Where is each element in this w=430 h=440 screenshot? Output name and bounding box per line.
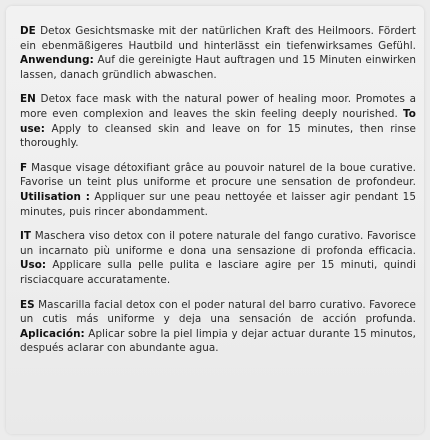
text-block-de: [20, 24, 416, 82]
lang-code: DE: [20, 25, 36, 37]
usage-label: Aplicación:: [20, 327, 85, 340]
usage-text: Appliquer sur une peau nettoyée et laisser agir pendant 15 minutes, puis rincer abondamment.: [20, 190, 416, 218]
text-block-it: [20, 229, 416, 287]
usage-label: Uso:: [20, 259, 47, 272]
usage-text: Aplicar sobre la piel limpia y dejar actuar durante 15 minutos, después aclarar con abundante agua.: [20, 327, 416, 355]
description: Mascarilla facial detox con el poder natural del barro curativo. Favorece un cutis más uniforme y deja una sensación de acción profunda.: [20, 298, 416, 326]
description: Masque visage détoxifiant grâce au pouvoir naturel de la boue curative. Favorise un teint plus uniforme et procure une sensation de profondeur.: [20, 161, 416, 189]
usage-label: To use:: [20, 107, 416, 135]
multilingual-text: [20, 24, 416, 366]
lang-code: F: [20, 161, 28, 174]
product-label: [6, 6, 424, 434]
text-block-fr: [20, 161, 416, 219]
usage-text: Apply to cleansed skin and leave on for 15 minutes, then rinse thoroughly.: [20, 122, 416, 150]
usage-text: Applicare sulla pelle pulita e lasciare agire per 15 minuti, quindi risciacquare accuratamente.: [20, 259, 417, 286]
description: Detox face mask with the natural power of healing moor. Promotes a more even complexion and leaves the skin feeling deeply nourished.: [20, 93, 416, 120]
text-block-es: [20, 298, 416, 356]
lang-code: EN: [20, 93, 36, 106]
lang-code: IT: [20, 230, 32, 243]
lang-code: ES: [20, 298, 35, 311]
description: Maschera viso detox con il potere naturale del fango curativo. Favorisce un incarnato più uniforme e dona una sensazione di profonda efficacia.: [20, 230, 416, 257]
usage-label: Utilisation :: [20, 190, 90, 203]
usage-text: Auf die gereinigte Haut auftragen und 15 Minuten einwirken lassen, danach gründlich abwaschen.: [20, 54, 416, 81]
description: Detox Gesichtsmaske mit der natürlichen Kraft des Heilmoors. Fördert ein ebenmäßigeres Hautbild und hinterlässt ein tiefenwirksames Gefühl.: [20, 25, 416, 52]
text-block-en: [20, 92, 416, 150]
usage-label: Anwendung:: [20, 54, 94, 67]
